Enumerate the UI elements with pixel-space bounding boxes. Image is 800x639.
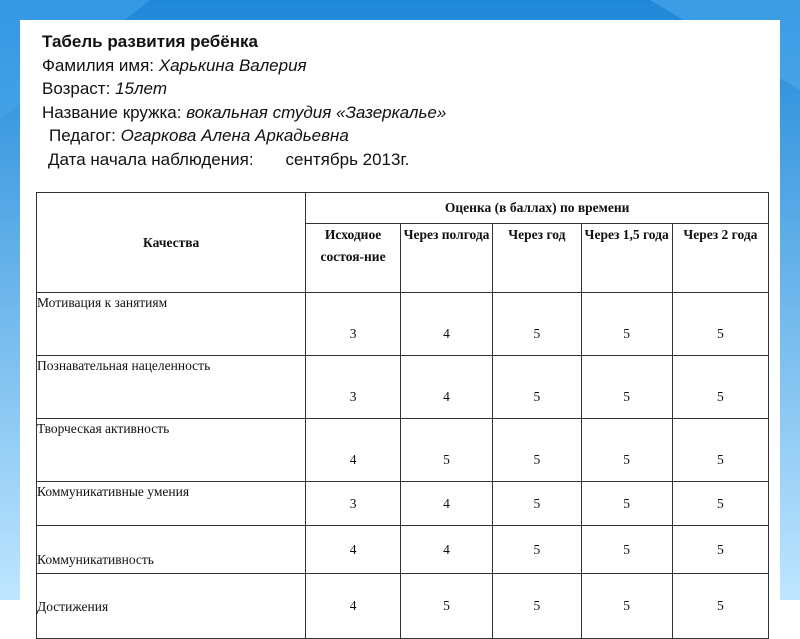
age-value: 15лет bbox=[115, 79, 167, 98]
period-header: Исходное состоя-ние bbox=[306, 224, 401, 293]
score-cell: 5 bbox=[493, 356, 581, 419]
name-label: Фамилия имя: bbox=[42, 55, 155, 75]
score-cell: 5 bbox=[493, 574, 581, 639]
qualities-header: Качества bbox=[37, 193, 306, 293]
score-cell: 5 bbox=[493, 526, 581, 574]
score-cell: 5 bbox=[581, 526, 672, 574]
period-header: Через год bbox=[493, 224, 581, 293]
score-cell: 5 bbox=[672, 356, 768, 419]
score-cell: 5 bbox=[581, 482, 672, 526]
teacher-label: Педагог: bbox=[49, 126, 116, 145]
teacher-value: Огаркова Алена Аркадьевна bbox=[120, 126, 349, 145]
document-header bbox=[42, 30, 762, 171]
score-cell: 5 bbox=[672, 419, 768, 482]
period-header: Через 2 года bbox=[672, 224, 768, 293]
name-value: Харькина Валерия bbox=[158, 55, 307, 75]
start-date-value: сентябрь 2013г. bbox=[285, 149, 410, 169]
score-cell: 5 bbox=[672, 574, 768, 639]
score-cell: 3 bbox=[306, 293, 401, 356]
score-cell: 5 bbox=[581, 574, 672, 639]
score-cell: 5 bbox=[581, 293, 672, 356]
table-row bbox=[37, 293, 769, 356]
teacher-line bbox=[42, 124, 762, 148]
score-cell: 4 bbox=[400, 526, 492, 574]
document-title: Табель развития ребёнка bbox=[42, 32, 258, 51]
score-cell: 5 bbox=[493, 419, 581, 482]
table-row bbox=[37, 526, 769, 574]
score-cell: 5 bbox=[672, 293, 768, 356]
start-date-label: Дата начала наблюдения: bbox=[48, 149, 254, 169]
score-cell: 5 bbox=[493, 293, 581, 356]
score-cell: 5 bbox=[581, 419, 672, 482]
name-line bbox=[42, 54, 762, 78]
start-date-line bbox=[42, 148, 762, 172]
score-cell: 4 bbox=[306, 574, 401, 639]
club-line bbox=[42, 101, 762, 125]
age-label: Возраст: bbox=[42, 79, 111, 98]
quality-cell: Коммуникативные умения bbox=[37, 482, 306, 526]
score-cell: 4 bbox=[400, 356, 492, 419]
score-cell: 5 bbox=[672, 526, 768, 574]
club-value: вокальная студия «Зазеркалье» bbox=[186, 102, 447, 122]
table-row bbox=[37, 482, 769, 526]
quality-cell: Познавательная нацеленность bbox=[37, 356, 306, 419]
score-cell: 5 bbox=[400, 574, 492, 639]
table-row bbox=[37, 356, 769, 419]
table-row bbox=[37, 419, 769, 482]
quality-cell: Мотивация к занятиям bbox=[37, 293, 306, 356]
score-cell: 3 bbox=[306, 482, 401, 526]
table-row bbox=[37, 574, 769, 639]
quality-cell: Творческая активность bbox=[37, 419, 306, 482]
score-cell: 5 bbox=[493, 482, 581, 526]
score-cell: 4 bbox=[306, 526, 401, 574]
age-line bbox=[42, 77, 762, 101]
score-cell: 4 bbox=[306, 419, 401, 482]
development-table bbox=[36, 192, 769, 639]
quality-cell: Коммуникативность bbox=[37, 526, 306, 574]
score-cell: 5 bbox=[672, 482, 768, 526]
period-header: Через 1,5 года bbox=[581, 224, 672, 293]
score-cell: 5 bbox=[581, 356, 672, 419]
quality-cell: Достижения bbox=[37, 574, 306, 639]
score-cell: 4 bbox=[400, 482, 492, 526]
score-cell: 3 bbox=[306, 356, 401, 419]
score-cell: 4 bbox=[400, 293, 492, 356]
score-group-header: Оценка (в баллах) по времени bbox=[306, 193, 769, 224]
club-label: Название кружка: bbox=[42, 102, 182, 122]
period-header: Через полгода bbox=[400, 224, 492, 293]
score-cell: 5 bbox=[400, 419, 492, 482]
